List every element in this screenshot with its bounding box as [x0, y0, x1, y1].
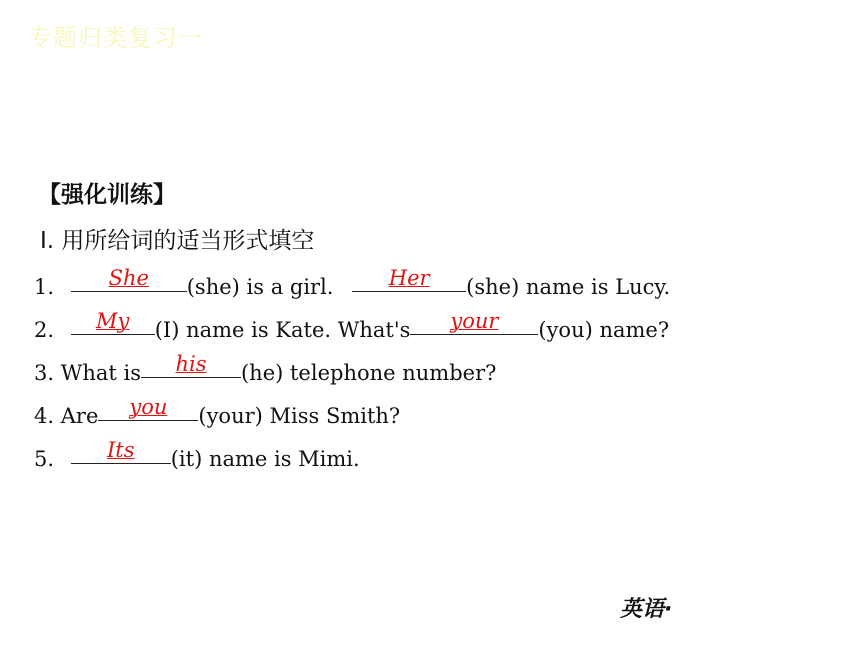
- section-title: 【强化训练】: [38, 182, 176, 208]
- exercise-text: (she) is a girl.: [186, 275, 334, 299]
- exercise-text: (your) Miss Smith?: [198, 404, 401, 428]
- answer-blank: [410, 309, 538, 335]
- exercise-line-2: [34, 309, 824, 352]
- answer-text: Her: [388, 266, 430, 290]
- exercise-line-4: [34, 395, 824, 438]
- answer-text: your: [450, 309, 499, 333]
- answer-blank: [71, 438, 171, 464]
- header-label: 专题归类复习一: [28, 24, 203, 52]
- exercise-number: 1.: [34, 275, 55, 299]
- answer-blank: [98, 395, 198, 421]
- answer-blank: [352, 266, 466, 292]
- exercise-number: 4.: [34, 404, 55, 428]
- exercise-text: (it) name is Mimi.: [170, 447, 360, 471]
- footer-label: 英语·: [620, 597, 673, 622]
- exercise-number: 5.: [34, 447, 55, 471]
- exercise-line-5: [34, 438, 824, 481]
- exercise-text: (you) name?: [538, 318, 670, 342]
- answer-text: you: [129, 395, 168, 419]
- answer-blank: [71, 309, 155, 335]
- exercise-number: 2.: [34, 318, 55, 342]
- answer-blank: [71, 266, 187, 292]
- exercise-list: [34, 266, 824, 481]
- instruction-text: Ⅰ. 用所给词的适当形式填空: [40, 228, 315, 254]
- exercise-text: Are: [60, 404, 99, 428]
- exercise-text: (she) name is Lucy.: [466, 275, 671, 299]
- exercise-text: (he) telephone number?: [240, 361, 497, 385]
- exercise-line-3: [34, 352, 824, 395]
- exercise-text: What is: [60, 361, 141, 385]
- exercise-number: 3.: [34, 361, 55, 385]
- exercise-text: (I) name is Kate. What's: [154, 318, 411, 342]
- exercise-line-1: [34, 266, 824, 309]
- answer-text: My: [96, 309, 130, 333]
- answer-blank: [141, 352, 241, 378]
- answer-text: his: [175, 352, 207, 376]
- answer-text: She: [108, 266, 149, 290]
- answer-text: Its: [106, 438, 135, 462]
